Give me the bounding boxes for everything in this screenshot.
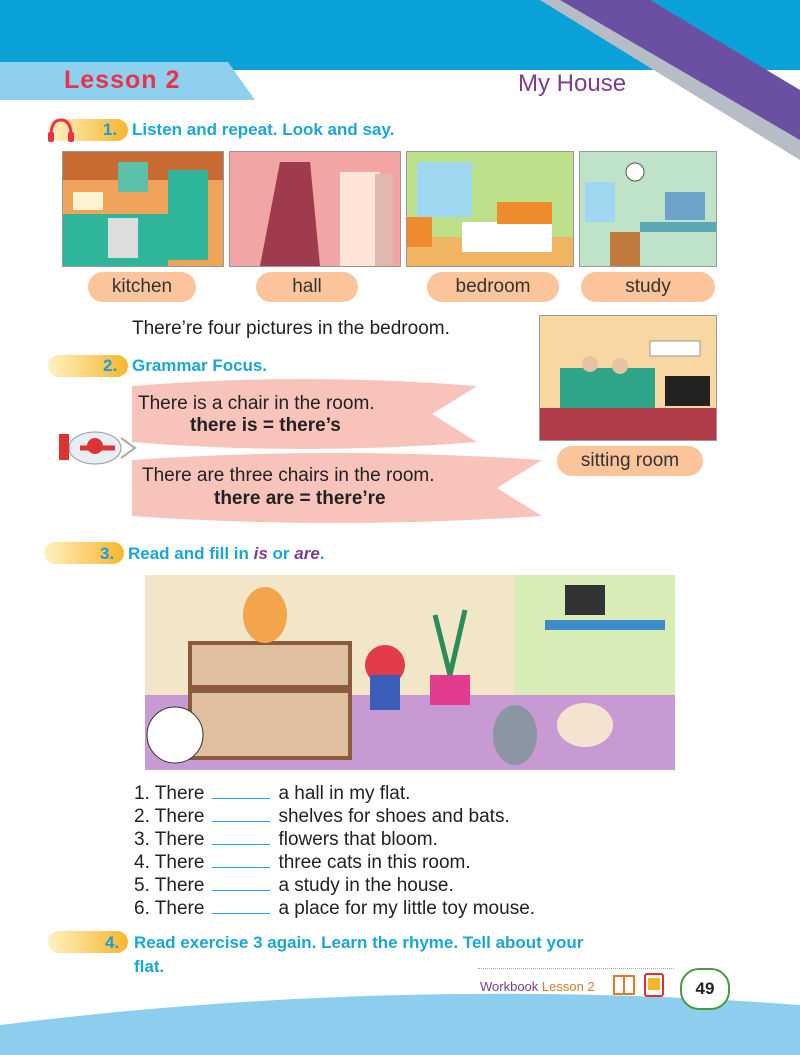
fill-in-item: 3. There flowers that bloom. — [134, 829, 438, 850]
page-number: 49 — [680, 968, 730, 1010]
grammar-line-2: There are three chairs in the room. — [142, 465, 435, 486]
grammar-rule-2: there are = there’re — [214, 488, 386, 509]
workbook-reference: Workbook Lesson 2 — [480, 979, 595, 994]
hall-image — [229, 151, 401, 267]
label-sitting-room: sitting room — [557, 446, 703, 476]
study-image — [579, 151, 717, 267]
answer-blank[interactable] — [212, 807, 270, 822]
sitting-room-image — [539, 315, 717, 441]
fill-in-item: 2. There shelves for shoes and bats. — [134, 806, 510, 827]
lesson-label: Lesson 2 — [64, 66, 181, 94]
footer-divider — [478, 968, 674, 969]
grammar-line-1: There is a chair in the room. — [138, 393, 375, 414]
exercise-3-number: 3. — [100, 544, 115, 563]
book-icon — [612, 973, 636, 997]
room-illustration — [145, 575, 675, 770]
exercise-3-heading: Read and fill in is or are. — [128, 544, 325, 563]
label-bedroom: bedroom — [427, 272, 559, 302]
bedroom-image — [406, 151, 574, 267]
fill-in-item: 1. There a hall in my flat. — [134, 783, 411, 804]
label-study: study — [581, 272, 715, 302]
fill-in-item: 5. There a study in the house. — [134, 875, 454, 896]
answer-blank[interactable] — [212, 853, 270, 868]
airplane-icon — [55, 420, 137, 476]
fill-in-item: 4. There three cats in this room. — [134, 852, 471, 873]
fill-in-list — [134, 782, 535, 920]
grammar-rule-1: there is = there’s — [190, 415, 341, 436]
bedroom-sentence: There’re four pictures in the bedroom. — [132, 318, 450, 339]
exercise-4-number: 4. — [105, 933, 120, 952]
exercise-4-line-1: Read exercise 3 again. Learn the rhyme. Tell about your — [134, 933, 584, 952]
answer-blank[interactable] — [212, 784, 270, 799]
fill-in-item: 6. There a place for my little toy mouse. — [134, 898, 536, 919]
answer-blank[interactable] — [212, 876, 270, 891]
exercise-1-heading: Listen and repeat. Look and say. — [132, 120, 395, 139]
exercise-2-number: 2. — [103, 356, 118, 375]
exercise-2-heading: Grammar Focus. — [132, 356, 268, 375]
answer-blank[interactable] — [212, 899, 270, 914]
page-title: My House — [518, 70, 627, 97]
exercise-4-line-2: flat. — [134, 957, 165, 976]
answer-blank[interactable] — [212, 830, 270, 845]
exercise-1-number: 1. — [103, 120, 118, 139]
label-kitchen: kitchen — [88, 272, 196, 302]
kitchen-image — [62, 151, 224, 267]
headphones-icon[interactable] — [46, 116, 76, 144]
tablet-icon — [642, 972, 666, 998]
label-hall: hall — [256, 272, 358, 302]
